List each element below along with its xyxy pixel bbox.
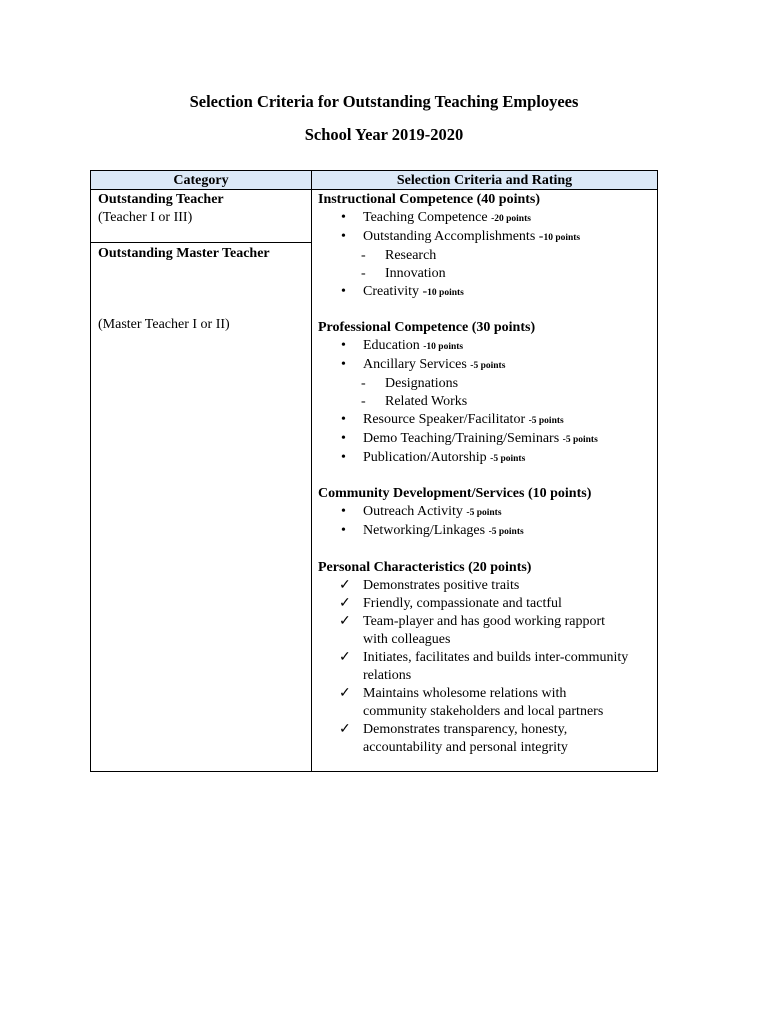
criteria-item-label: Demo Teaching/Training/Seminars xyxy=(363,431,563,446)
criteria-item-points: -20 points xyxy=(491,214,531,224)
dash-marker: - xyxy=(361,248,366,263)
bullet-marker: • xyxy=(341,450,346,465)
dash-marker: - xyxy=(361,266,366,281)
criteria-item-label: Research xyxy=(385,248,437,263)
check-item-text: accountability and personal integrity xyxy=(363,740,568,755)
bullet-marker: • xyxy=(341,504,346,519)
check-icon: ✓ xyxy=(339,686,351,701)
criteria-item xyxy=(363,356,505,375)
bullet-marker: • xyxy=(341,229,346,244)
criteria-item-label: Creativity - xyxy=(363,284,428,299)
bullet-marker: • xyxy=(341,338,346,353)
criteria-table xyxy=(90,170,658,772)
category-outstanding-master-teacher-detail: (Master Teacher I or II) xyxy=(98,317,230,332)
check-item-text: Demonstrates positive traits xyxy=(363,578,520,593)
check-icon: ✓ xyxy=(339,722,351,737)
check-item-text: with colleagues xyxy=(363,632,451,647)
criteria-item-points: -5 points xyxy=(562,435,598,445)
check-item-text: Demonstrates transparency, honesty, xyxy=(363,722,568,737)
criteria-item-label: Networking/Linkages xyxy=(363,523,489,538)
sub-item xyxy=(385,265,446,283)
category-outstanding-teacher: Outstanding Teacher xyxy=(98,192,224,207)
column-divider xyxy=(311,171,312,771)
criteria-item-label: Outreach Activity xyxy=(363,504,467,519)
criteria-item-points: -5 points xyxy=(466,508,502,518)
section-heading: Personal Characteristics (20 points) xyxy=(318,560,532,575)
criteria-item xyxy=(363,228,580,247)
page-subtitle: School Year 2019-2020 xyxy=(304,125,464,144)
check-item-text: community stakeholders and local partners xyxy=(363,704,604,719)
bullet-marker: • xyxy=(341,357,346,372)
criteria-item-points: 10 points xyxy=(427,288,464,298)
criteria-item-label: Ancillary Services xyxy=(363,357,471,372)
check-item-text: Initiates, facilitates and builds inter-community xyxy=(363,650,629,665)
check-item-text: Maintains wholesome relations with xyxy=(363,686,567,701)
criteria-item-label: Outstanding Accomplishments - xyxy=(363,229,544,244)
table-header-row xyxy=(91,171,657,190)
criteria-item-points: 10 points xyxy=(543,233,581,243)
check-icon: ✓ xyxy=(339,650,351,665)
bullet-marker: • xyxy=(341,523,346,538)
criteria-item xyxy=(363,503,502,522)
criteria-item-label: Related Works xyxy=(385,394,468,409)
criteria-item-points: -5 points xyxy=(528,416,564,426)
page-title: Selection Criteria for Outstanding Teaching Employees xyxy=(189,92,579,111)
section-heading: Community Development/Services (10 points) xyxy=(318,486,592,501)
criteria-item xyxy=(363,411,564,430)
bullet-marker: • xyxy=(341,412,346,427)
criteria-item xyxy=(363,337,463,356)
criteria-item-points: -10 points xyxy=(423,342,464,352)
criteria-item-label: Designations xyxy=(385,376,459,391)
check-icon: ✓ xyxy=(339,614,351,629)
criteria-item-points: -5 points xyxy=(488,527,524,537)
category-divider xyxy=(91,242,311,243)
criteria-item xyxy=(363,449,525,468)
dash-marker: - xyxy=(361,376,366,391)
check-item-text: Team-player and has good working rapport xyxy=(363,614,605,629)
criteria-item xyxy=(363,522,524,541)
sub-item xyxy=(385,247,436,265)
sub-item xyxy=(385,393,467,411)
criteria-item-label: Innovation xyxy=(385,266,446,281)
bullet-marker: • xyxy=(341,284,346,299)
criteria-item-label: Teaching Competence xyxy=(363,210,492,225)
check-icon: ✓ xyxy=(339,596,351,611)
check-item-text: relations xyxy=(363,668,412,683)
dash-marker: - xyxy=(361,394,366,409)
check-icon: ✓ xyxy=(339,578,351,593)
criteria-item-points: -5 points xyxy=(490,454,526,464)
bullet-marker: • xyxy=(341,210,346,225)
criteria-item xyxy=(363,283,464,302)
criteria-item-label: Resource Speaker/Facilitator xyxy=(363,412,529,427)
sub-item xyxy=(385,375,458,393)
criteria-item-label: Education xyxy=(363,338,424,353)
check-item-text: Friendly, compassionate and tactful xyxy=(363,596,562,611)
criteria-item xyxy=(363,209,531,228)
header-category: Category xyxy=(173,173,229,188)
section-heading: Professional Competence (30 points) xyxy=(318,320,536,335)
header-criteria: Selection Criteria and Rating xyxy=(396,173,573,188)
criteria-item-label: Publication/Autorship xyxy=(363,450,491,465)
criteria-item xyxy=(363,430,598,449)
bullet-marker: • xyxy=(341,431,346,446)
category-outstanding-teacher-detail: (Teacher I or III) xyxy=(98,210,193,225)
category-outstanding-master-teacher: Outstanding Master Teacher xyxy=(98,246,270,261)
section-heading: Instructional Competence (40 points) xyxy=(318,192,541,207)
criteria-item-points: -5 points xyxy=(470,361,506,371)
